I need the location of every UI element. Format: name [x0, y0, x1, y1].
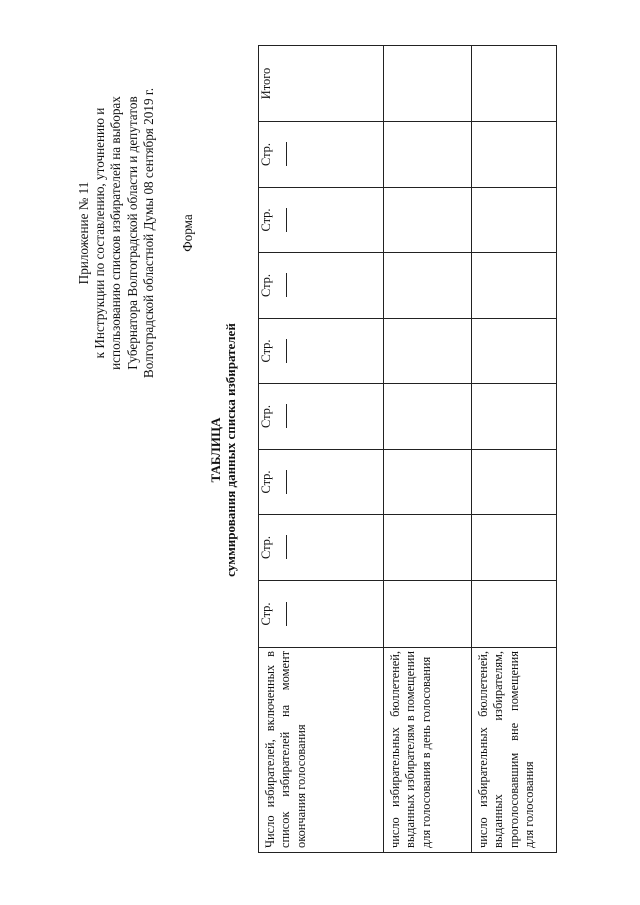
data-cell — [384, 319, 472, 384]
column-header-label: Стр. — [259, 143, 273, 166]
page-number-blank — [286, 536, 287, 560]
appendix-line: к Инструкции по составлению, уточнению и — [92, 107, 108, 359]
column-header-label: Стр. — [259, 339, 273, 363]
data-cell — [472, 188, 557, 253]
column-header-label: Стр. — [259, 274, 273, 297]
data-cell — [472, 122, 557, 188]
data-cell — [472, 253, 557, 319]
row-label: число избирательных бюллетеней, выданных избирателям, проголосовавшим вне помещения для голосования — [476, 651, 536, 848]
column-header-label: Стр. — [259, 536, 273, 559]
page-number-blank — [286, 470, 287, 494]
column-header — [259, 384, 384, 450]
column-header — [259, 450, 384, 515]
column-header — [259, 122, 384, 188]
data-cell — [472, 384, 557, 450]
column-header-label: Стр. — [259, 208, 273, 232]
data-cell — [472, 581, 557, 648]
table-subtitle: суммирования данных списка избирателей — [223, 323, 238, 577]
data-cell — [472, 515, 557, 581]
appendix-number: Приложение № 11 — [76, 181, 91, 285]
column-header — [259, 188, 384, 253]
data-cell — [472, 450, 557, 515]
page-number-blank — [286, 208, 287, 232]
data-cell — [384, 581, 472, 648]
column-header-label: Стр. — [259, 470, 273, 494]
total-column-header: Итого — [259, 46, 384, 122]
data-cell — [384, 515, 472, 581]
page-number-blank — [286, 602, 287, 626]
row-label: число избирательных бюллетеней, выданных избирателям в помещении для голосования в день голосования — [388, 651, 433, 848]
page-number-blank — [286, 339, 287, 363]
row-label-cell — [259, 648, 384, 853]
row-label: Число избирателей, включенных в список избирателей на момент окончания голосования — [263, 651, 308, 848]
row-label-cell — [384, 648, 472, 853]
data-cell — [472, 319, 557, 384]
table-title: ТАБЛИЦА — [208, 417, 223, 483]
data-cell — [384, 122, 472, 188]
appendix-line: использованию списков избирателей на выборах — [108, 96, 124, 370]
row-label-cell — [472, 648, 557, 853]
column-header-label: Стр. — [259, 405, 273, 428]
page-number-blank — [286, 405, 287, 429]
appendix-header — [76, 43, 157, 423]
summary-table — [258, 45, 557, 853]
appendix-line: Волгоградской областной Думы 08 сентября 2019 г. — [140, 87, 156, 379]
page-number-blank — [286, 143, 287, 167]
form-label: Форма — [180, 214, 195, 252]
data-cell — [384, 253, 472, 319]
column-header — [259, 319, 384, 384]
data-cell — [472, 46, 557, 122]
data-cell — [384, 450, 472, 515]
page-number-blank — [286, 274, 287, 298]
column-header — [259, 581, 384, 648]
column-header — [259, 515, 384, 581]
column-header-label: Стр. — [259, 602, 273, 626]
table-heading — [208, 215, 238, 685]
data-cell — [384, 384, 472, 450]
appendix-line: Губернатора Волгоградской области и депутатов — [124, 96, 140, 370]
data-cell — [384, 46, 472, 122]
column-header — [259, 253, 384, 319]
data-cell — [384, 188, 472, 253]
